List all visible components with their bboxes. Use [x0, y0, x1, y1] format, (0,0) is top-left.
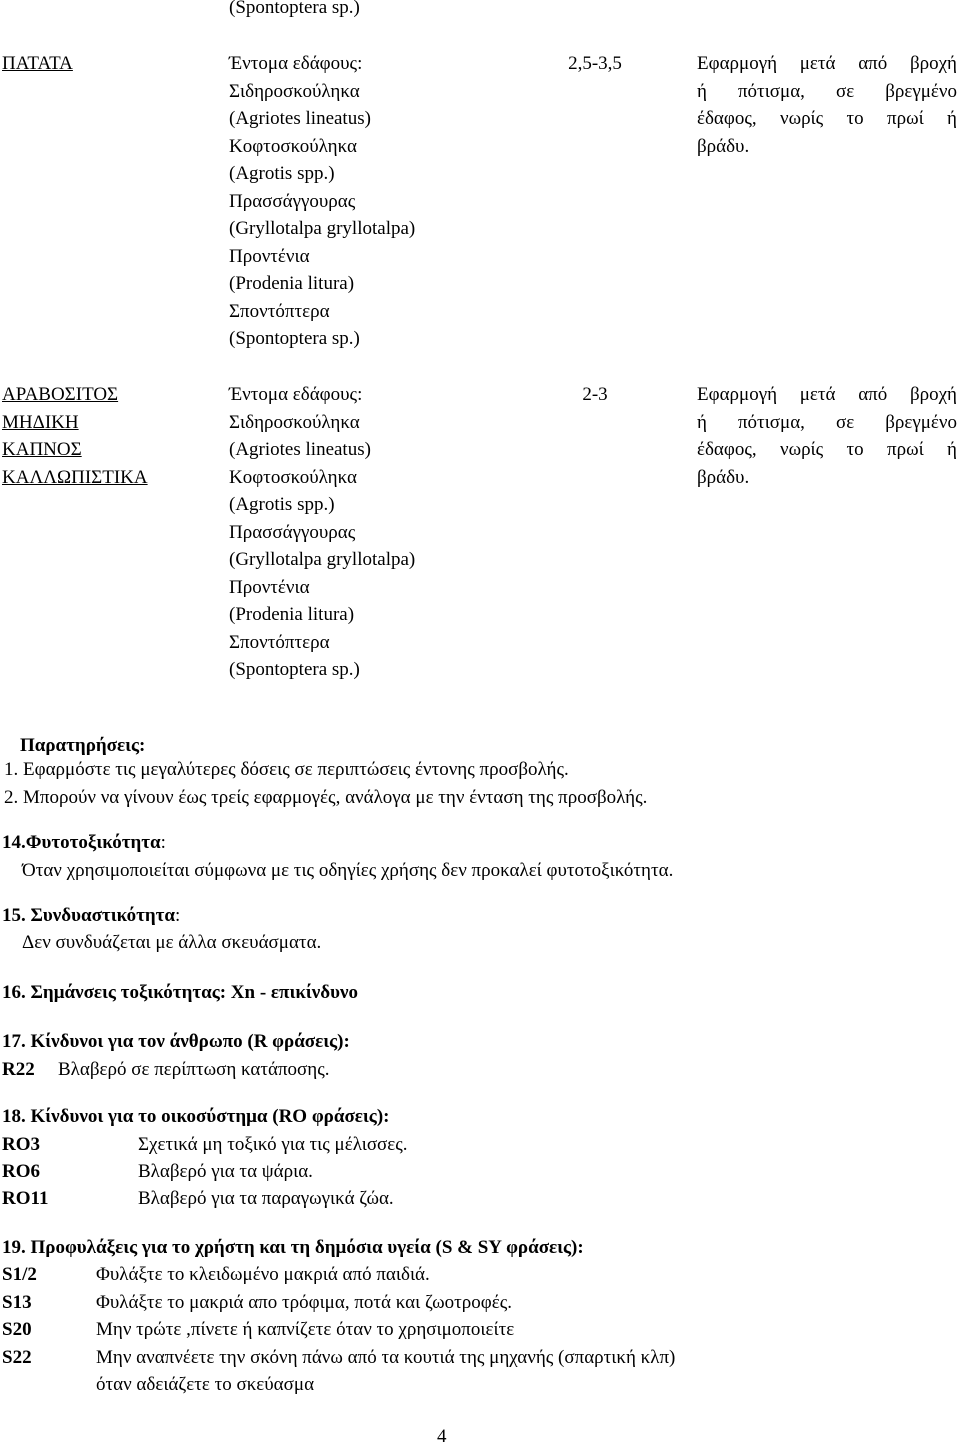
crop-name: ΜΗΔΙΚΗ: [2, 411, 79, 433]
pest-line: (Agriotes lineatus): [229, 108, 371, 129]
pest-line: (Gryllotalpa gryllotalpa): [229, 218, 416, 239]
pest-line: (Spontoptera sp.): [229, 328, 360, 349]
pest-cell: [229, 381, 415, 684]
pest-line: Έντομα εδάφους:: [229, 384, 363, 405]
colon: :: [175, 905, 181, 926]
crop-name: ΠΑΤΑΤΑ: [2, 53, 73, 74]
application-line: Εφαρμογή μετά από βροχή: [697, 384, 957, 405]
remark-item: 2. Μπορούν να γίνουν έως τρείς εφαρμογές, ανάλογα με την ένταση της προσβολής.: [4, 787, 648, 808]
pest-cell: [229, 50, 415, 353]
phrase-text: Σχετικά μη τοξικό για τις μέλισσες.: [138, 1134, 408, 1155]
crop-name: ΚΑΛΛΩΠΙΣΤΙΚΑ: [2, 466, 148, 488]
colon: :: [160, 832, 166, 853]
section-heading: [2, 829, 166, 857]
phrase-row: [2, 1185, 394, 1213]
phrase-code: RO3: [2, 1134, 40, 1155]
pest-line: (Agrotis spp.): [229, 494, 335, 515]
phrase-code: S1/2: [2, 1264, 37, 1285]
crop-name: ΚΑΠΝΟΣ: [2, 439, 82, 460]
pest-line: Σιδηροσκούληκα: [229, 411, 360, 433]
application-line: έδαφος, νωρίς το πρωί ή: [697, 439, 957, 460]
remarks-title: Παρατηρήσεις:: [20, 735, 146, 756]
pest-line: (Spontoptera sp.): [229, 0, 360, 18]
application-cell: [697, 381, 957, 491]
application-line: έδαφος, νωρίς το πρωί ή: [697, 108, 957, 129]
phrase-code: R22: [2, 1059, 35, 1080]
section-text: Δεν συνδυάζεται με άλλα σκευάσματα.: [22, 932, 322, 953]
phrase-row: [2, 1316, 514, 1344]
phrase-code: RO11: [2, 1188, 49, 1209]
phrase-text: Φυλάξτε το μακριά απο τρόφιμα, ποτά και ζωοτροφές.: [96, 1292, 513, 1313]
phrase-row: [2, 1056, 330, 1084]
pest-line: (Gryllotalpa gryllotalpa): [229, 549, 416, 570]
section-title: 18. Κίνδυνοι για το οικοσύστημα (RO φράσεις):: [2, 1106, 390, 1127]
phrase-code: S22: [2, 1347, 32, 1368]
phrase-code: RO6: [2, 1161, 40, 1182]
pest-line: (Prodenia litura): [229, 273, 355, 294]
pest-line: Πρασσάγγουρας: [229, 521, 356, 543]
section-text: Όταν χρησιμοποιείται σύμφωνα με τις οδηγίες χρήσης δεν προκαλεί φυτοτοξικότητα.: [22, 860, 674, 881]
application-line: βράδυ.: [697, 466, 750, 488]
phrase-code: S13: [2, 1292, 32, 1313]
dose-cell: 2-3: [582, 384, 608, 405]
application-line: βράδυ.: [697, 135, 750, 157]
phrase-row: [2, 1261, 430, 1289]
section-title: 19. Προφυλάξεις για το χρήστη και τη δημόσια υγεία (S & SY φράσεις):: [2, 1237, 584, 1258]
pest-line: Προντένια: [229, 576, 310, 598]
pest-line: Κοφτοσκούληκα: [229, 466, 357, 488]
pest-line: Σποντόπτερα: [229, 631, 330, 653]
crop-cell: [2, 50, 73, 78]
crop-cell: [2, 381, 148, 491]
application-line: Εφαρμογή μετά από βροχή: [697, 53, 957, 74]
pest-line: Προντένια: [229, 245, 310, 267]
section-title: 15. Συνδυαστικότητα: [2, 905, 175, 926]
remark-item: 1. Εφαρμόστε τις μεγαλύτερες δόσεις σε περιπτώσεις έντονης προσβολής.: [4, 759, 569, 780]
section-title: 14.Φυτοτοξικότητα: [2, 832, 161, 853]
dose-cell: 2,5-3,5: [568, 53, 622, 74]
pest-line: (Agrotis spp.): [229, 163, 335, 184]
pest-line: Σποντόπτερα: [229, 300, 330, 322]
pest-line: Σιδηροσκούληκα: [229, 80, 360, 102]
pest-line: Πρασσάγγουρας: [229, 190, 356, 212]
phrase-text: Μην αναπνέετε την σκόνη πάνω από τα κουτιά της μηχανής (σπαρτική κλπ): [96, 1347, 676, 1368]
phrase-text: Βλαβερό για τα παραγωγικά ζώα.: [138, 1188, 394, 1209]
phrase-row: [2, 1131, 408, 1159]
application-cell: [697, 50, 957, 160]
phrase-row: [2, 1289, 512, 1317]
phrase-text: Φυλάξτε το κλειδωμένο μακριά από παιδιά.: [96, 1264, 430, 1285]
phrase-row: [2, 1158, 313, 1186]
page-number: 4: [437, 1426, 447, 1447]
pest-line: (Prodenia litura): [229, 604, 355, 625]
pest-line: Κοφτοσκούληκα: [229, 135, 357, 157]
application-line: ή πότισμα, σε βρεγμένο: [697, 80, 957, 102]
phrase-text: Βλαβερό σε περίπτωση κατάποσης.: [58, 1059, 330, 1080]
phrase-row: [2, 1344, 675, 1372]
pest-line: Έντομα εδάφους:: [229, 53, 363, 74]
phrase-code: S20: [2, 1319, 32, 1340]
section-title: 17. Κίνδυνοι για τον άνθρωπο (R φράσεις):: [2, 1031, 350, 1052]
section-title: 16. Σημάνσεις τοξικότητας: Xn - επικίνδυνο: [2, 982, 358, 1003]
application-line: ή πότισμα, σε βρεγμένο: [697, 411, 957, 433]
pest-line: (Spontoptera sp.): [229, 659, 360, 680]
crop-name: ΑΡΑΒΟΣΙΤΟΣ: [2, 384, 119, 405]
phrase-text-continuation: όταν αδειάζετε το σκεύασμα: [96, 1374, 315, 1395]
pest-line: (Agriotes lineatus): [229, 439, 371, 460]
section-heading: [2, 902, 180, 930]
phrase-text: Βλαβερό για τα ψάρια.: [138, 1161, 313, 1182]
phrase-text: Μην τρώτε ,πίνετε ή καπνίζετε όταν το χρησιμοποιείτε: [96, 1319, 515, 1340]
